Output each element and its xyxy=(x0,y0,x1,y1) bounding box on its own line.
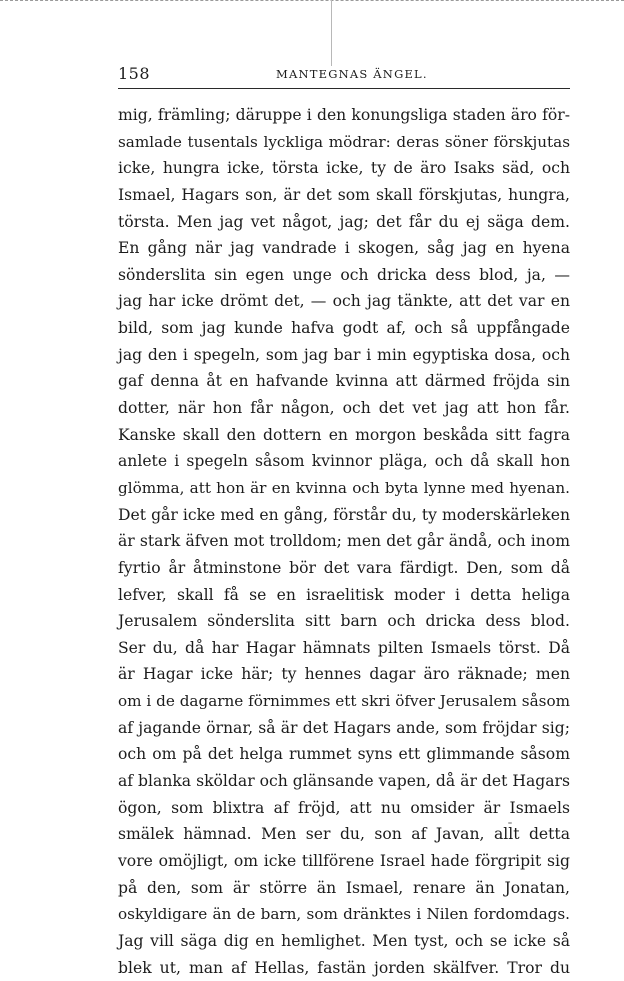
scan-speck xyxy=(508,822,512,824)
text-line: ögon, som blixtra af fröjd, att nu omsider är Ismaels xyxy=(118,795,570,822)
text-line: icke, hungra icke, törsta icke, ty de äro Isaks säd, och xyxy=(118,155,570,182)
text-line: Ismael, Hagars son, är det som skall förskjutas, hungra, xyxy=(118,182,570,209)
text-line: är stark äfven mot trolldom; men det går ändå, och inom xyxy=(118,528,570,555)
text-line: oskyldigare än de barn, som dränktes i Nilen fordomdags. xyxy=(118,901,570,928)
text-line: om i de dagarne förnimmes ett skri öfver Jerusalem såsom xyxy=(118,688,570,715)
text-line: och om på det helga rummet syns ett glimmande såsom xyxy=(118,741,570,768)
text-line: mig, främling; däruppe i den konungsliga staden äro för- xyxy=(118,102,570,129)
text-line: lefver, skall få se en israelitisk moder i detta heliga xyxy=(118,582,570,609)
gutter-line xyxy=(331,0,332,66)
text-line: törsta. Men jag vet något, jag; det får du ej säga dem. xyxy=(118,209,570,236)
text-line: jag har icke drömt det, — och jag tänkte, att det var en xyxy=(118,288,570,315)
text-line: bild, som jag kunde hafva godt af, och så uppfångade xyxy=(118,315,570,342)
text-line: Ser du, då har Hagar hämnats pilten Ismaels törst. Då xyxy=(118,635,570,662)
page-header xyxy=(118,64,570,89)
text-line: Det går icke med en gång, förstår du, ty moderskärleken xyxy=(118,502,570,529)
text-line: sönderslita sin egen unge och dricka dess blod, ja, — xyxy=(118,262,570,289)
text-line: En gång när jag vandrade i skogen, såg jag en hyena xyxy=(118,235,570,262)
body-text xyxy=(118,102,570,981)
text-line: Jag vill säga dig en hemlighet. Men tyst, och se icke så xyxy=(118,928,570,955)
page-number: 158 xyxy=(118,64,150,83)
text-line: Jerusalem sönderslita sitt barn och dricka dess blod. xyxy=(118,608,570,635)
text-line: blek ut, man af Hellas, fastän jorden skälfver. Tror du xyxy=(118,955,570,981)
text-line: fyrtio år åtminstone bör det vara färdigt. Den, som då xyxy=(118,555,570,582)
text-line: smälek hämnad. Men ser du, son af Javan, allt detta xyxy=(118,821,570,848)
text-line: gaf denna åt en hafvande kvinna att därmed fröjda sin xyxy=(118,368,570,395)
text-line: Kanske skall den dottern en morgon beskåda sitt fagra xyxy=(118,422,570,449)
text-line: af blanka sköldar och glänsande vapen, då är det Hagars xyxy=(118,768,570,795)
text-line: på den, som är större än Ismael, renare än Jonatan, xyxy=(118,875,570,902)
text-line: samlade tusentals lyckliga mödrar: deras söner förskjutas xyxy=(118,129,570,156)
text-line: anlete i spegeln såsom kvinnor pläga, och då skall hon xyxy=(118,448,570,475)
text-line: dotter, när hon får någon, och det vet jag att hon får. xyxy=(118,395,570,422)
text-line: af jagande örnar, så är det Hagars ande, som fröjdar sig; xyxy=(118,715,570,742)
text-line: vore omöjligt, om icke tillförene Israel hade förgripit sig xyxy=(118,848,570,875)
scan-edge xyxy=(0,0,624,15)
text-line: är Hagar icke här; ty hennes dagar äro räknade; men xyxy=(118,661,570,688)
text-line: jag den i spegeln, som jag bar i min egyptiska dosa, och xyxy=(118,342,570,369)
running-title: MANTEGNAS ÄNGEL. xyxy=(276,67,428,81)
text-line: glömma, att hon är en kvinna och byta lynne med hyenan. xyxy=(118,475,570,502)
